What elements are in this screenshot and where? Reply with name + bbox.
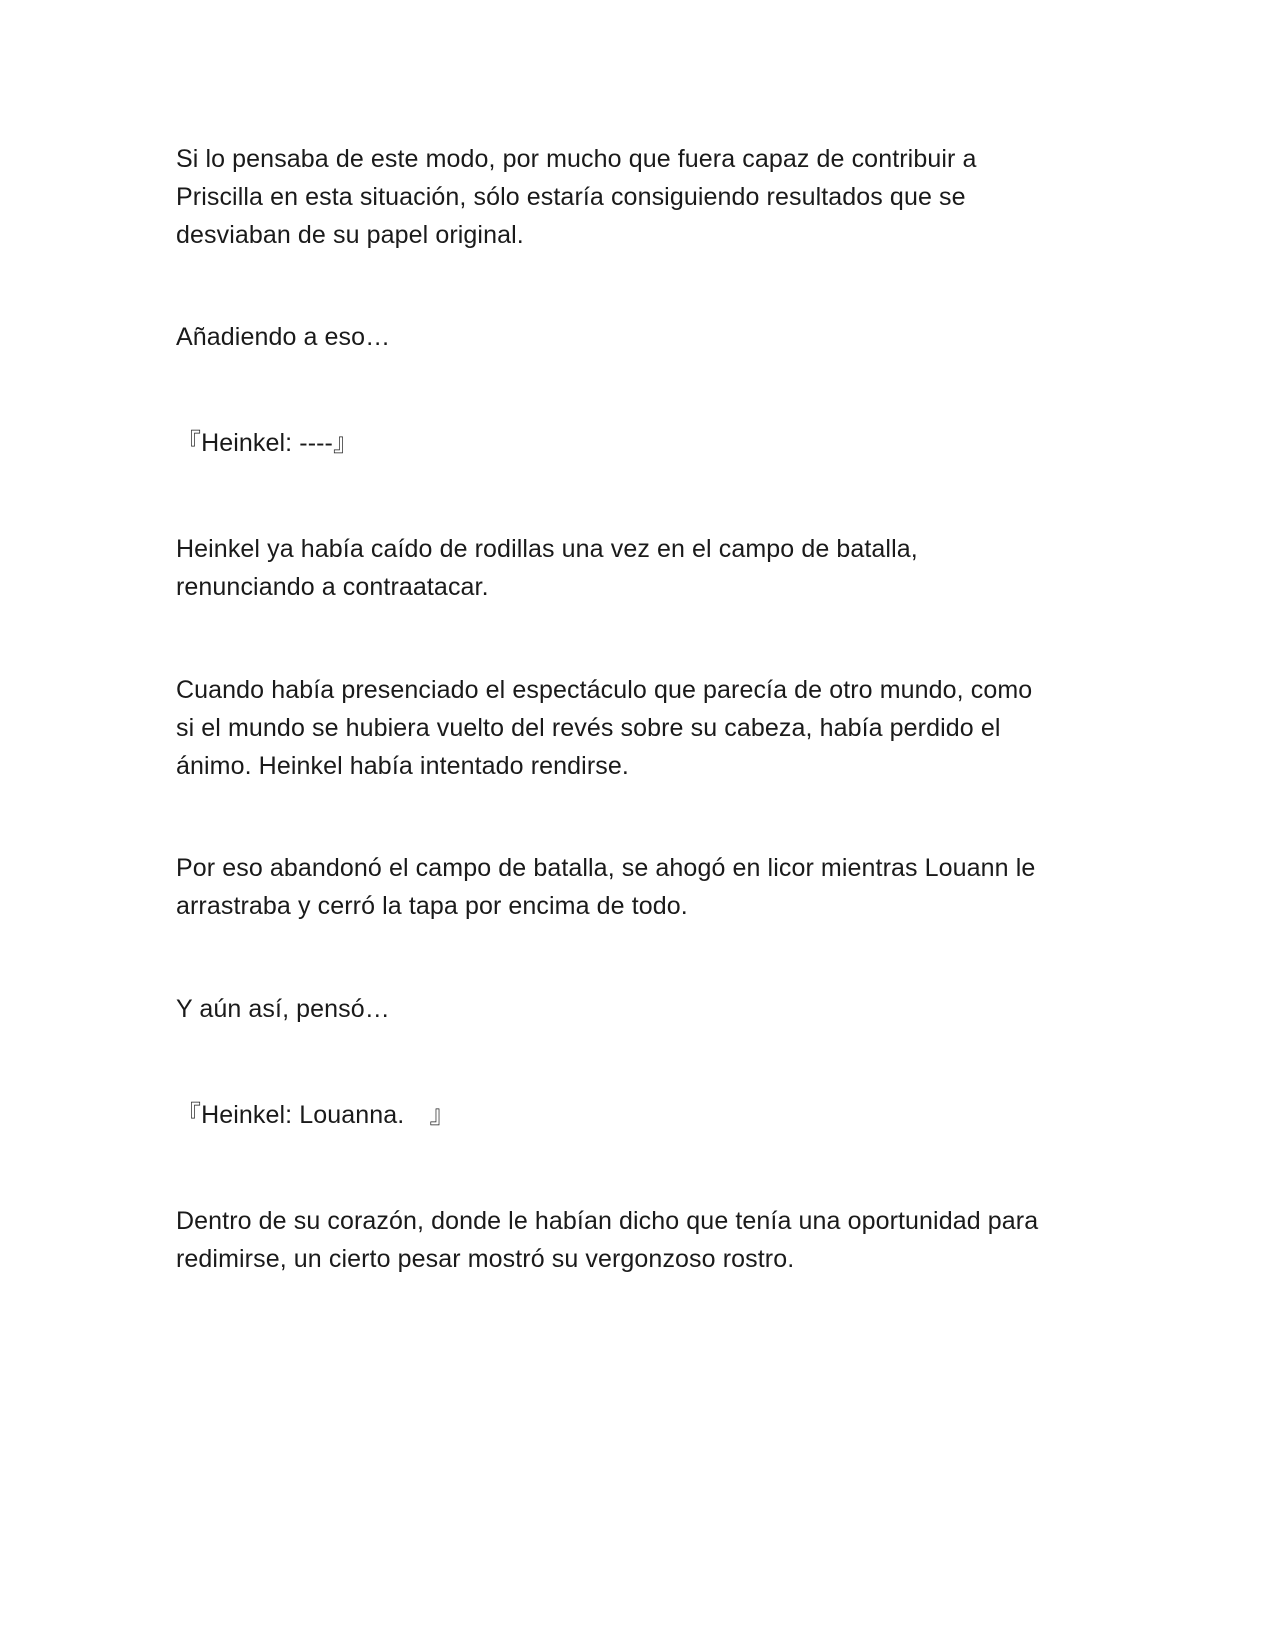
- paragraph-line: Dentro de su corazón, donde le habían dicho que tenía una oportunidad para: [176, 1207, 1039, 1235]
- paragraph-line: Heinkel ya había caído de rodillas una vez en el campo de batalla,: [176, 535, 918, 563]
- paragraph-line: si el mundo se hubiera vuelto del revés sobre su cabeza, había perdido el: [176, 714, 1001, 742]
- paragraph-line: Priscilla en esta situación, sólo estaría consiguiendo resultados que se: [176, 183, 966, 211]
- paragraph-line: Cuando había presenciado el espectáculo que parecía de otro mundo, como: [176, 676, 1033, 704]
- dialogue-text: 『Heinkel: ----』: [176, 429, 359, 457]
- paragraph-6: [176, 990, 1106, 1028]
- paragraph-line: ánimo. Heinkel había intentado rendirse.: [176, 752, 629, 780]
- dialogue-line-2: [176, 1096, 1106, 1134]
- paragraph-line: redimirse, un cierto pesar mostró su vergonzoso rostro.: [176, 1245, 795, 1273]
- paragraph-line: Si lo pensaba de este modo, por mucho que fuera capaz de contribuir a: [176, 145, 977, 173]
- paragraph-1: [176, 140, 1106, 254]
- paragraph-line: Por eso abandonó el campo de batalla, se ahogó en licor mientras Louann le: [176, 854, 1036, 882]
- paragraph-2: [176, 318, 1106, 356]
- paragraph-line: arrastraba y cerró la tapa por encima de todo.: [176, 892, 688, 920]
- paragraph-4: [176, 671, 1106, 785]
- paragraph-7: [176, 1202, 1106, 1278]
- paragraph-3: [176, 530, 1106, 606]
- dialogue-text: 『Heinkel: Louanna. 』: [176, 1101, 455, 1129]
- paragraph-line: Añadiendo a eso…: [176, 323, 391, 351]
- paragraph-5: [176, 849, 1106, 925]
- paragraph-line: renunciando a contraatacar.: [176, 573, 489, 601]
- dialogue-line-1: [176, 424, 1106, 462]
- paragraph-line: desviaban de su papel original.: [176, 221, 524, 249]
- paragraph-line: Y aún así, pensó…: [176, 995, 390, 1023]
